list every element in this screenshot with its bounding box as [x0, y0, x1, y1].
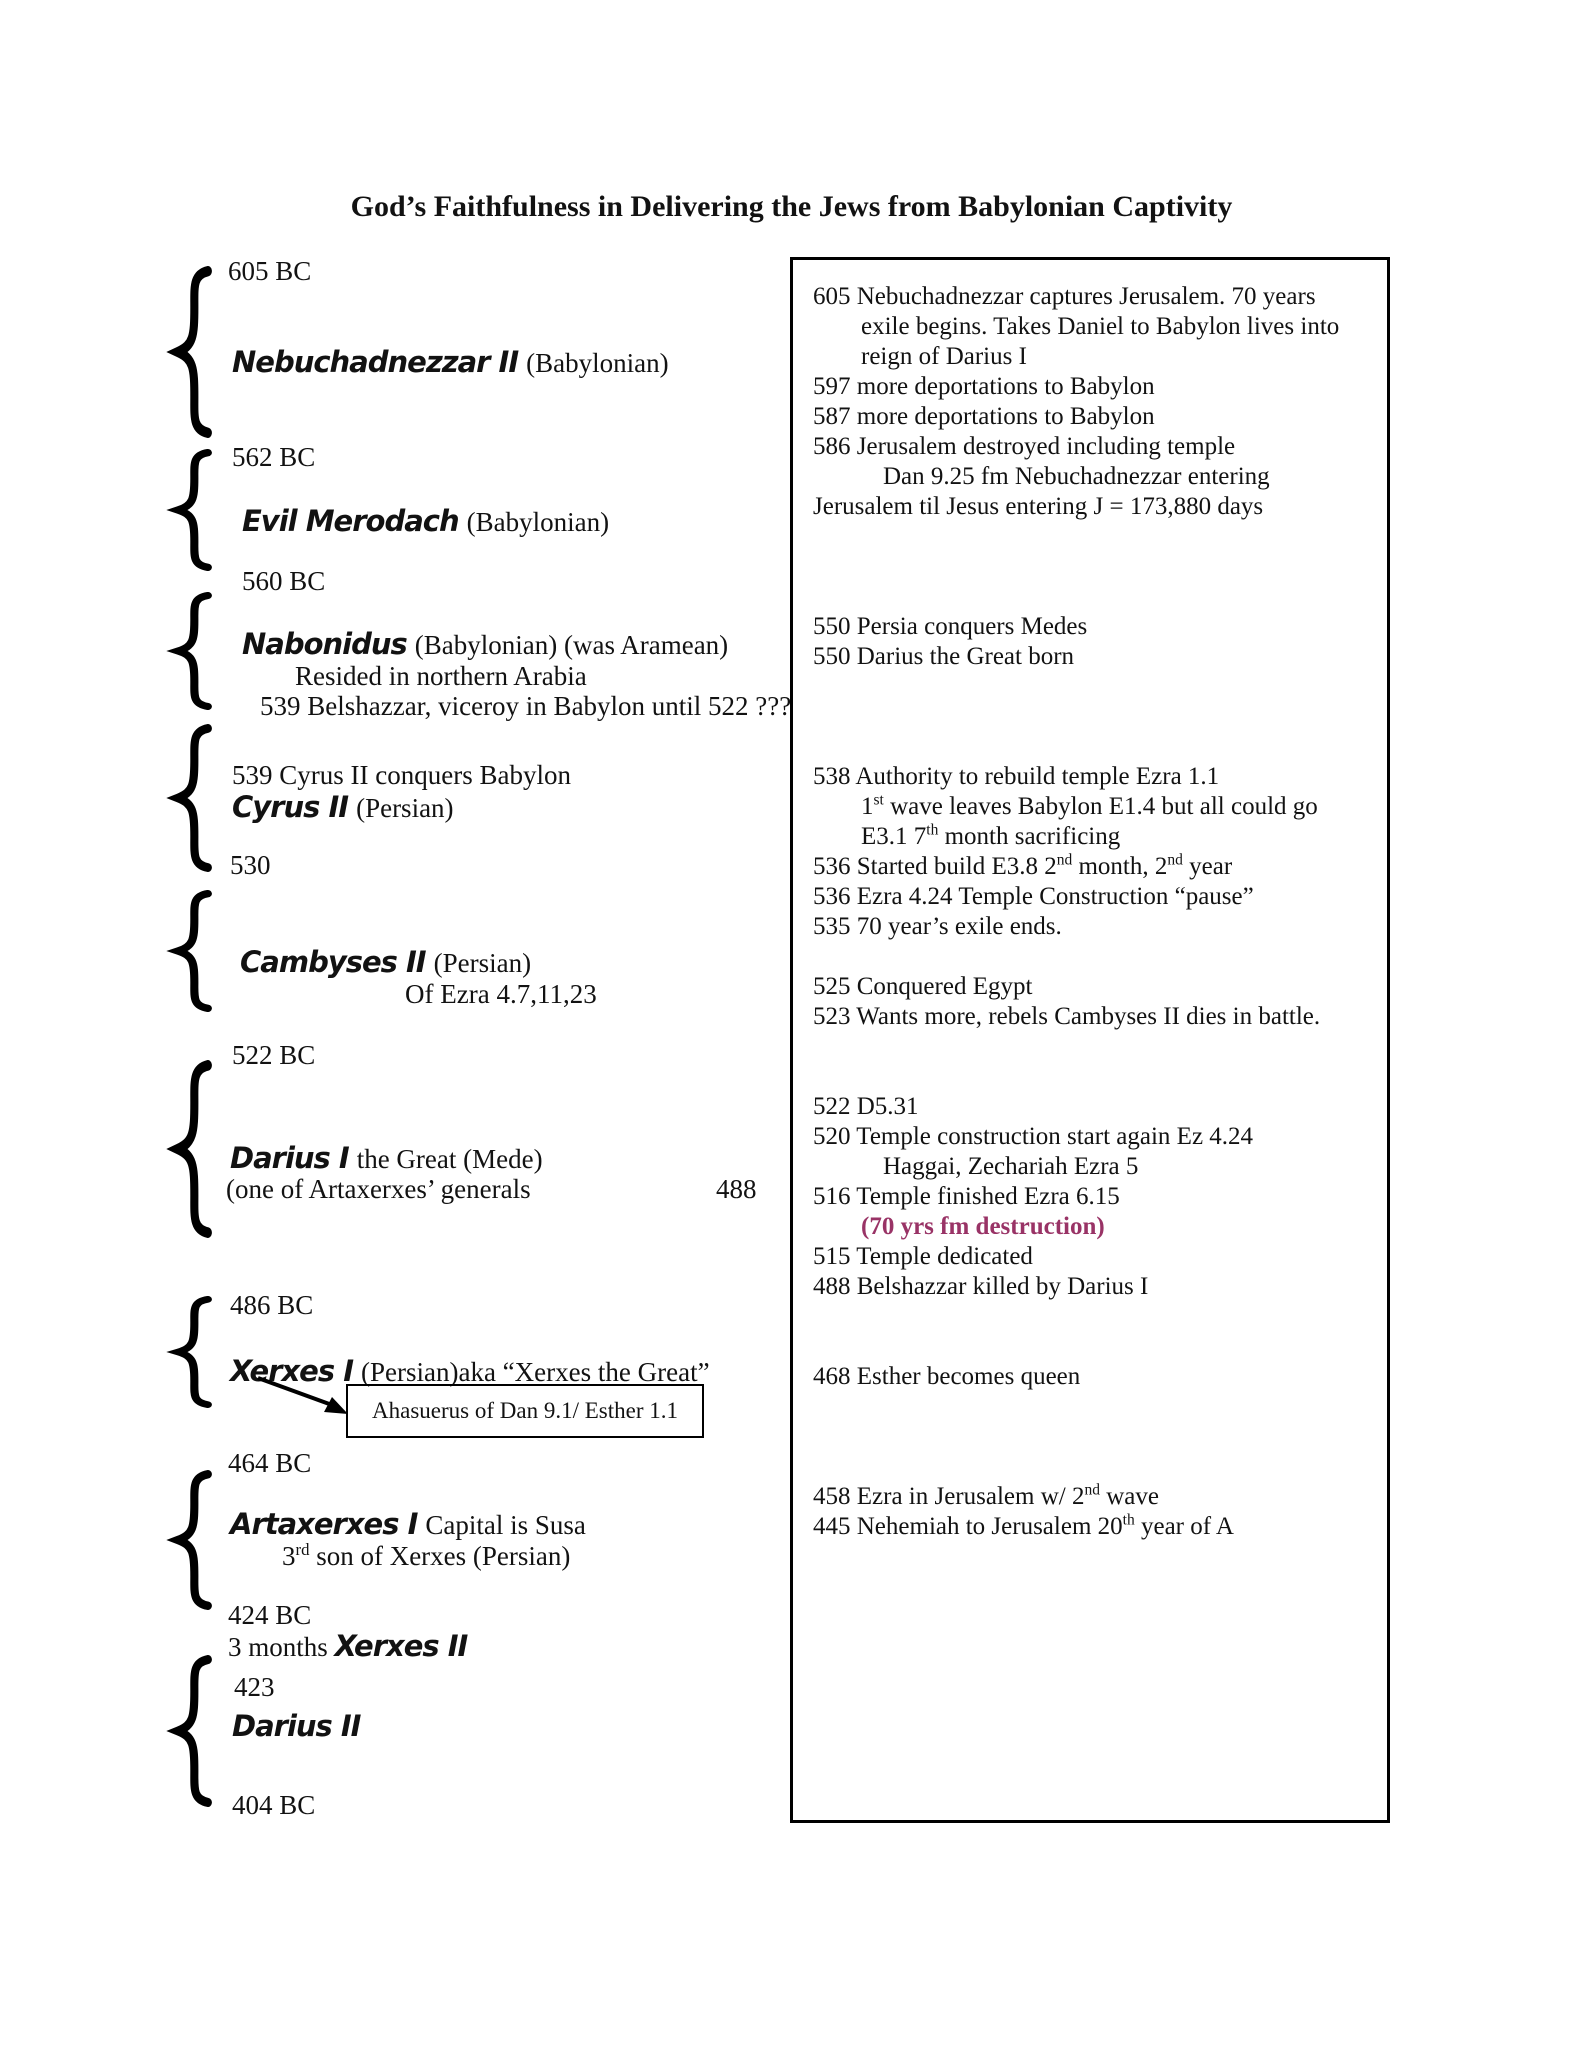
event-line: 488 Belshazzar killed by Darius I: [813, 1273, 1149, 1300]
event-line: Dan 9.25 fm Nebuchadnezzar entering: [883, 463, 1270, 490]
event-line: 597 more deportations to Babylon: [813, 373, 1155, 400]
event-line: 605 Nebuchadnezzar captures Jerusalem. 70 years: [813, 283, 1316, 310]
evil-merodach-end-year: 560 BC: [242, 566, 326, 596]
brace-icon-darius-ii: [166, 1655, 220, 1807]
event-line: 520 Temple construction start again Ez 4.24: [813, 1123, 1254, 1150]
cyrus-conquest-line: 539 Cyrus II conquers Babylon: [232, 760, 571, 790]
evil-merodach-line: [242, 505, 609, 537]
event-line: 535 70 year’s exile ends.: [813, 913, 1062, 940]
event-line: 515 Temple dedicated: [813, 1243, 1033, 1270]
event-line: [813, 672, 1383, 702]
event-line: [813, 1062, 1383, 1092]
event-line: reign of Darius I: [861, 343, 1027, 370]
nebuchadnezzar-name: Nebuchadnezzar II: [232, 345, 519, 379]
event-line: [813, 1332, 1383, 1362]
nabonidus-note: (Babylonian) (was Aramean): [414, 630, 729, 660]
event-line: 445 Nehemiah to Jerusalem 20th year of A: [813, 1511, 1234, 1540]
brace-icon-nabonidus: [166, 592, 220, 710]
event-line: [813, 582, 1383, 612]
cyrus-end-year: 530: [230, 850, 271, 880]
event-line: 550 Persia conquers Medes: [813, 613, 1088, 640]
callout-arrow-icon: [252, 1372, 352, 1418]
nabonidus-belshazzar-note: 539 Belshazzar, viceroy in Babylon until 522 ???: [260, 691, 792, 721]
event-line: [813, 1452, 1383, 1482]
artaxerxes-i-detail: 3rd son of Xerxes (Persian): [282, 1540, 571, 1571]
darius-ii-start-year: 423: [234, 1672, 275, 1702]
event-line: Jerusalem til Jesus entering J = 173,880 days: [813, 493, 1264, 520]
nebuchadnezzar-note: (Babylonian): [526, 348, 669, 378]
event-line: [813, 732, 1383, 762]
nabonidus-residence: Resided in northern Arabia: [295, 661, 587, 691]
event-line: 516 Temple finished Ezra 6.15: [813, 1183, 1120, 1210]
event-line: 1st wave leaves Babylon E1.4 but all could go: [861, 791, 1318, 820]
xerxes-i-end-year: 464 BC: [228, 1448, 312, 1478]
brace-icon-cyrus: [166, 724, 220, 872]
cambyses-ref: Of Ezra 4.7,11,23: [405, 979, 597, 1009]
event-line: 523 Wants more, rebels Cambyses II dies in battle.: [813, 1003, 1321, 1030]
cyrus-line: [232, 791, 454, 823]
event-line: 525 Conquered Egypt: [813, 973, 1033, 1000]
page-title: God’s Faithfulness in Delivering the Jews from Babylonian Captivity: [350, 190, 1233, 223]
brace-icon-cambyses: [166, 890, 220, 1012]
nabonidus-name: Nabonidus: [242, 627, 407, 661]
evil-merodach-start-year: 562 BC: [232, 442, 316, 472]
event-line: exile begins. Takes Daniel to Babylon lives into: [861, 313, 1340, 340]
event-line: Haggai, Zechariah Ezra 5: [883, 1153, 1139, 1180]
xerxes-ii-line: [228, 1630, 467, 1662]
events-list: [813, 282, 1383, 1542]
events-box: [790, 257, 1390, 1823]
xerxes-ii-prefix: 3 months: [228, 1632, 328, 1662]
artaxerxes-i-note: Capital is Susa: [425, 1510, 586, 1540]
artaxerxes-i-name: Artaxerxes I: [230, 1507, 418, 1541]
darius-ii-line: [232, 1710, 360, 1742]
evil-merodach-name: Evil Merodach: [242, 504, 459, 538]
evil-merodach-note: (Babylonian): [466, 507, 610, 537]
event-line: [813, 1422, 1383, 1452]
event-line: 458 Ezra in Jerusalem w/ 2nd wave: [813, 1481, 1159, 1510]
darius-i-note: the Great (Mede): [356, 1144, 543, 1174]
event-line: 587 more deportations to Babylon: [813, 403, 1155, 430]
cambyses-line: [240, 946, 531, 978]
xerxes-i-note: (Persian)aka “Xerxes the Great”: [361, 1357, 710, 1387]
nebuchadnezzar-start-year: 605 BC: [228, 256, 312, 286]
cyrus-name: Cyrus II: [232, 790, 349, 824]
event-line: 536 Ezra 4.24 Temple Construction “pause”: [813, 883, 1254, 910]
event-line: E3.1 7th month sacrificing: [861, 821, 1121, 850]
event-line: 522 D5.31: [813, 1093, 919, 1120]
brace-icon-nebuchadnezzar: [166, 266, 220, 438]
event-line: [813, 1302, 1383, 1332]
xerxes-ii-name: Xerxes II: [334, 1629, 468, 1663]
darius-i-name: Darius I: [230, 1141, 349, 1175]
brace-icon-evil-merodach: [166, 449, 220, 571]
brace-icon-darius-i: [166, 1060, 220, 1238]
ahasuerus-callout: Ahasuerus of Dan 9.1/ Esther 1.1: [346, 1384, 704, 1438]
darius-i-line: [230, 1142, 543, 1174]
artaxerxes-i-line: [230, 1508, 586, 1540]
darius-i-side-year: 488: [716, 1174, 757, 1204]
xerxes-i-start-year: 486 BC: [230, 1290, 314, 1320]
nebuchadnezzar-line: [232, 346, 669, 378]
darius-i-start-year: 522 BC: [232, 1040, 316, 1070]
cyrus-note: (Persian): [356, 793, 454, 823]
event-line: 468 Esther becomes queen: [813, 1363, 1081, 1390]
brace-icon-xerxes-i: [166, 1296, 220, 1408]
event-line: 586 Jerusalem destroyed including temple: [813, 433, 1236, 460]
event-line: [813, 552, 1383, 582]
brace-icon-artaxerxes-i: [166, 1470, 220, 1610]
event-line: [813, 522, 1383, 552]
darius-i-detail: (one of Artaxerxes’ generals: [226, 1174, 531, 1204]
event-line: [813, 1032, 1383, 1062]
darius-ii-name: Darius II: [232, 1709, 361, 1743]
cambyses-note: (Persian): [433, 948, 532, 978]
event-line: 550 Darius the Great born: [813, 643, 1075, 670]
darius-ii-end-year: 404 BC: [232, 1790, 316, 1820]
event-line: 536 Started build E3.8 2nd month, 2nd year: [813, 851, 1233, 880]
event-line: 538 Authority to rebuild temple Ezra 1.1: [813, 763, 1220, 790]
cambyses-name: Cambyses II: [240, 945, 426, 979]
event-line: (70 yrs fm destruction): [861, 1213, 1105, 1240]
nabonidus-line: [242, 628, 728, 660]
event-line: [813, 702, 1383, 732]
artaxerxes-i-end-year: 424 BC: [228, 1600, 312, 1630]
event-line: [813, 1392, 1383, 1422]
xerxes-i-name: Xerxes I: [230, 1354, 353, 1388]
event-line: [813, 942, 1383, 972]
